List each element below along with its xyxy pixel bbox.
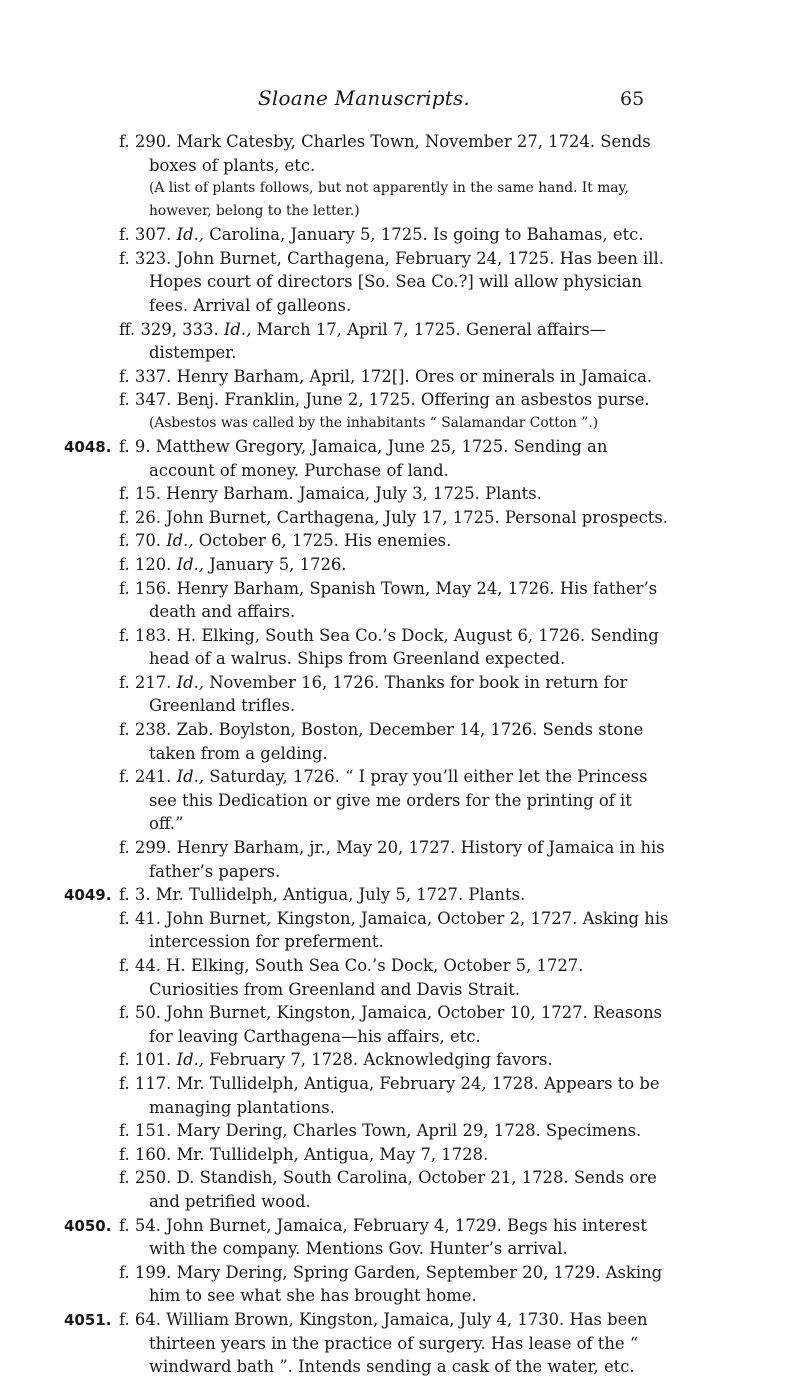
folio-entry: f. 250. D. Standish, South Carolina, October 21, 1728. Sends ore and petrified wood. xyxy=(119,1168,657,1211)
folio-reference: ff. 329, 333. xyxy=(119,319,224,339)
folio-entry xyxy=(119,1048,669,1072)
folio-description: January 5, 1726. xyxy=(204,554,347,574)
manuscript-entry xyxy=(0,883,800,1213)
folio-entry: f. 160. Mr. Tullidelph, Antigua, May 7, 1728. xyxy=(119,1144,489,1164)
folio-entry: f. 26. John Burnet, Carthagena, July 17, 1725. Personal prospects. xyxy=(119,507,668,527)
folio-entry: f. 151. Mary Dering, Charles Town, April 29, 1728. Specimens. xyxy=(119,1121,642,1141)
page-header xyxy=(0,86,800,116)
folio-entry xyxy=(119,765,669,836)
folio-reference: f. 70. xyxy=(119,531,167,551)
catalogue-entries xyxy=(0,130,800,1379)
manuscript-number: 4051. xyxy=(64,1310,112,1329)
folio-entry xyxy=(119,529,669,553)
folio-entry: f. 15. Henry Barham. Jamaica, July 3, 1725. Plants. xyxy=(119,484,542,504)
editorial-note: (Asbestos was called by the inhabitants “ Salamandar Cotton ”.) xyxy=(149,414,599,431)
folio-entry: f. 290. Mark Catesby, Charles Town, November 27, 1724. Sends boxes of plants, etc. xyxy=(119,132,651,175)
folio-reference: f. 307. xyxy=(119,225,177,245)
folio-description: Saturday, 1726. “ I pray you’ll either let the Princess see this Dedication or give me orders for the printing of it off.” xyxy=(149,767,648,834)
folio-entry: f. 64. William Brown, Kingston, Jamaica, July 4, 1730. Has been thirteen years in the practice of surgery. Has lease of the “ windward bath ”. Intends sending a cask of the water, etc. xyxy=(119,1309,648,1377)
manuscript-entry xyxy=(0,1308,800,1379)
manuscript-number: 4048. xyxy=(64,437,112,456)
folio-entry: f. 199. Mary Dering, Spring Garden, September 20, 1729. Asking him to see what she has brought home. xyxy=(119,1262,663,1306)
folio-entry: f. 9. Matthew Gregory, Jamaica, June 25, 1725. Sending an account of money. Purchase of land. xyxy=(119,436,608,480)
idem-abbreviation: Id., xyxy=(176,1050,204,1070)
editorial-note: (A list of plants follows, but not apparently in the same hand. It may, however, belong to the letter.) xyxy=(149,180,629,220)
folio-entry: f. 347. Benj. Franklin, June 2, 1725. Offering an asbestos purse. xyxy=(119,390,650,410)
folio-reference: f. 120. xyxy=(119,554,177,574)
manuscript-entry xyxy=(0,1214,800,1308)
folio-entry xyxy=(119,223,669,247)
manuscript-number: 4050. xyxy=(64,1216,112,1235)
folio-reference: f. 241. xyxy=(119,767,177,787)
folio-entry xyxy=(119,671,669,718)
folio-reference: f. 101. xyxy=(119,1050,177,1070)
idem-abbreviation: Id., xyxy=(176,225,204,245)
folio-entry: f. 3. Mr. Tullidelph, Antigua, July 5, 1727. Plants. xyxy=(119,885,526,905)
folio-entry: f. 41. John Burnet, Kingston, Jamaica, October 2, 1727. Asking his intercession for preferment. xyxy=(119,908,669,952)
manuscript-number: 4049. xyxy=(64,886,112,905)
folio-entry: f. 337. Henry Barham, April, 172[]. Ores or minerals in Jamaica. xyxy=(119,366,653,386)
folio-reference: f. 217. xyxy=(119,672,177,692)
folio-entry xyxy=(119,553,669,577)
folio-entry: f. 54. John Burnet, Jamaica, February 4, 1729. Begs his interest with the company. Mentions Gov. Hunter’s arrival. xyxy=(119,1215,647,1259)
running-title: Sloane Manuscripts. xyxy=(258,86,470,110)
folio-entry: f. 183. H. Elking, South Sea Co.’s Dock, August 6, 1726. Sending head of a walrus. Ships from Greenland expected. xyxy=(119,625,659,669)
idem-abbreviation: Id., xyxy=(176,672,204,692)
folio-description: November 16, 1726. Thanks for book in return for Greenland trifles. xyxy=(149,672,628,716)
idem-abbreviation: Id., xyxy=(176,554,204,574)
folio-entry: f. 50. John Burnet, Kingston, Jamaica, October 10, 1727. Reasons for leaving Carthagena—his affairs, etc. xyxy=(119,1003,663,1046)
manuscript-entry xyxy=(0,435,800,883)
folio-entry: f. 44. H. Elking, South Sea Co.’s Dock, October 5, 1727. Curiosities from Greenland and Davis Strait. xyxy=(119,956,584,999)
folio-entry: f. 299. Henry Barham, jr., May 20, 1727. History of Jamaica in his father’s papers. xyxy=(119,838,665,881)
folio-entry xyxy=(119,318,669,365)
folio-description: March 17, April 7, 1725. General affairs—distemper. xyxy=(149,319,607,363)
idem-abbreviation: Id., xyxy=(166,531,194,551)
folio-entry: f. 117. Mr. Tullidelph, Antigua, February 24, 1728. Appears to be managing plantations. xyxy=(119,1073,660,1117)
idem-abbreviation: Id., xyxy=(223,319,252,339)
folio-entry: f. 323. John Burnet, Carthagena, February 24, 1725. Has been ill. Hopes court of directors [So. Sea Co.?] will allow physician fees. Arrival of galleons. xyxy=(119,248,664,315)
folio-description: Carolina, January 5, 1725. Is going to Bahamas, etc. xyxy=(204,225,644,245)
manuscript-entry xyxy=(0,130,800,435)
idem-abbreviation: Id., xyxy=(176,767,204,787)
folio-description: October 6, 1725. His enemies. xyxy=(193,531,452,551)
page-number: 65 xyxy=(620,88,645,110)
folio-entry: f. 156. Henry Barham, Spanish Town, May 24, 1726. His father’s death and affairs. xyxy=(119,578,658,622)
folio-entry: f. 238. Zab. Boylston, Boston, December 14, 1726. Sends stone taken from a gelding. xyxy=(119,720,644,763)
folio-description: February 7, 1728. Acknowledging favors. xyxy=(204,1050,553,1070)
